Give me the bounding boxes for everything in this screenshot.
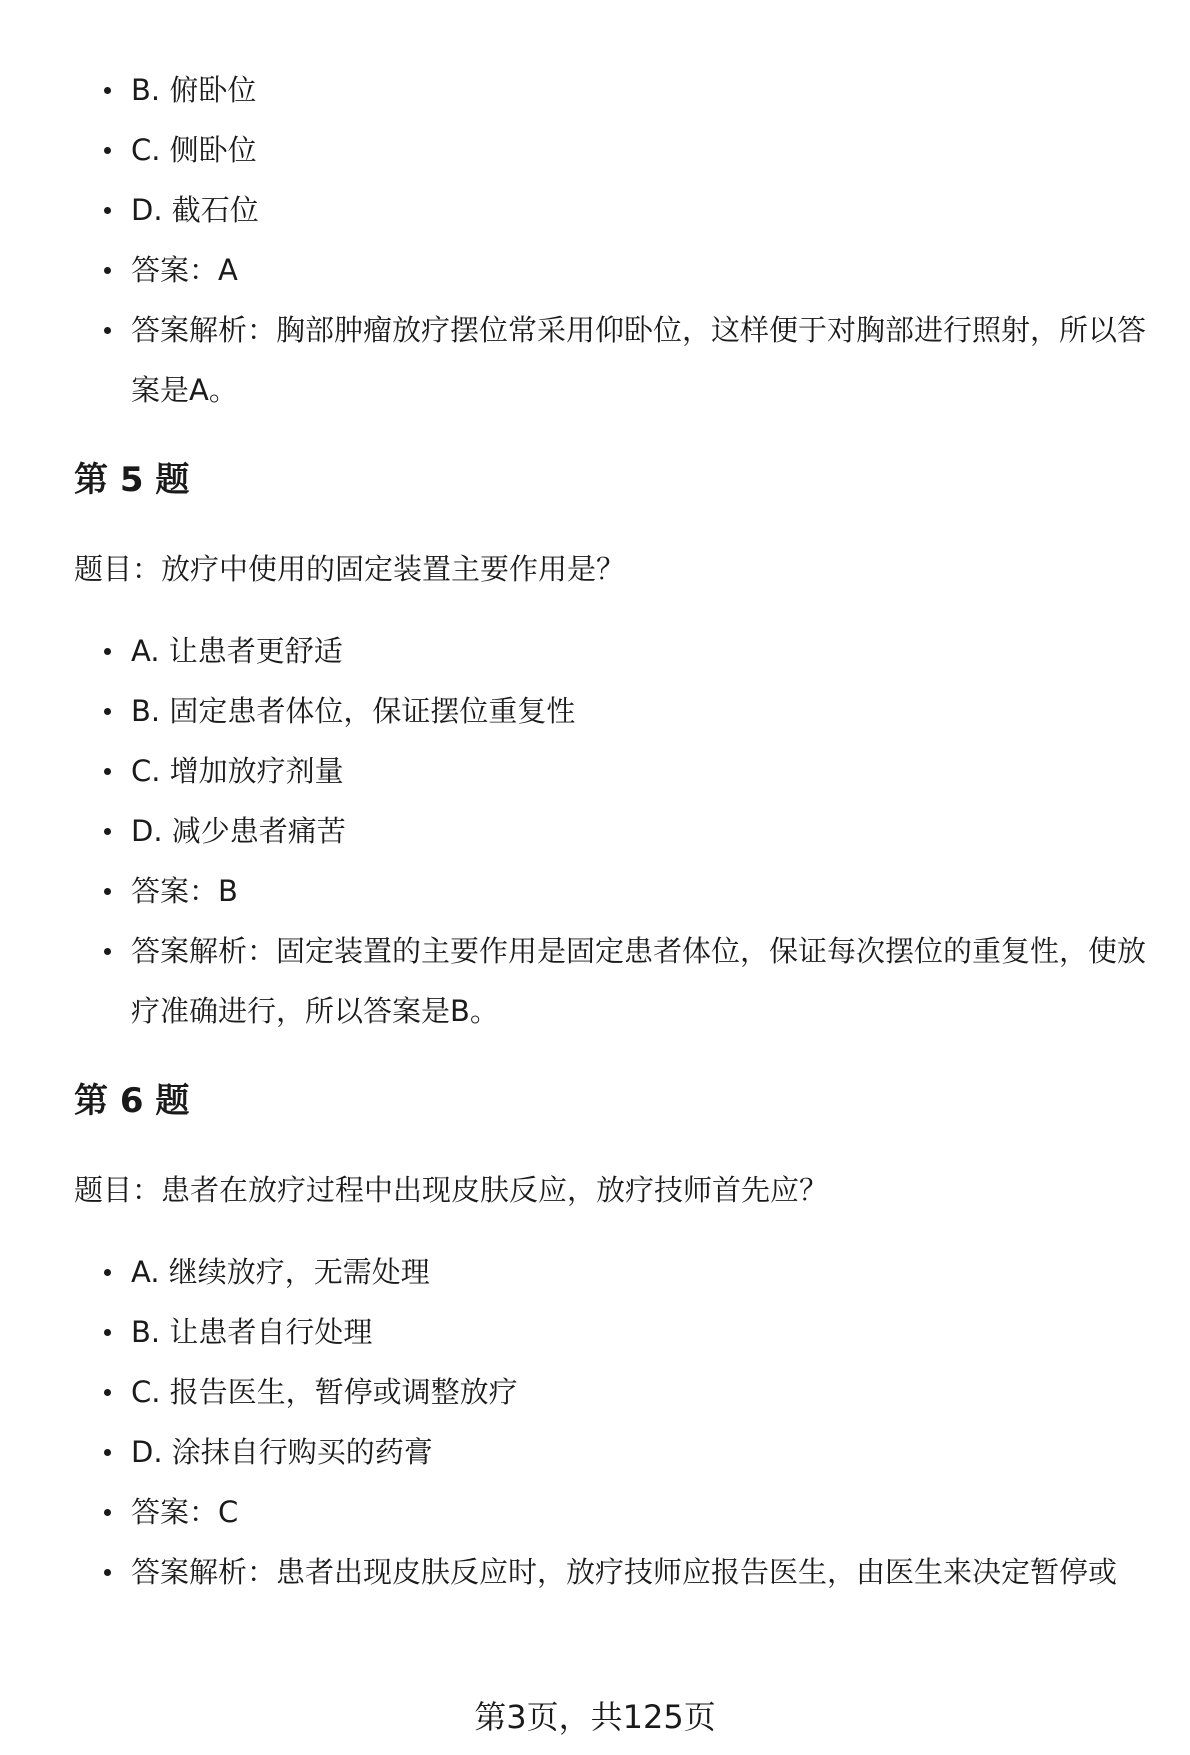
- list-item: D. 截石位: [74, 180, 1154, 240]
- explanation-item: 答案解析：固定装置的主要作用是固定患者体位，保证每次摆位的重复性，使放疗准确进行，所以答案是B。: [74, 921, 1154, 1041]
- list-item: A. 继续放疗，无需处理: [74, 1242, 1154, 1302]
- question-5-heading: 第 5 题: [74, 460, 190, 500]
- page-content: [74, 60, 1154, 1602]
- list-item: 答案：B: [74, 861, 1154, 921]
- list-item: B. 让患者自行处理: [74, 1302, 1154, 1362]
- list-item: 答案：C: [74, 1482, 1154, 1542]
- list-item: D. 减少患者痛苦: [74, 801, 1154, 861]
- list-item: B. 俯卧位: [74, 60, 1154, 120]
- list-item: A. 让患者更舒适: [74, 621, 1154, 681]
- list-item: 答案：A: [74, 240, 1154, 300]
- list-item: C. 报告医生，暂停或调整放疗: [74, 1362, 1154, 1422]
- question-6-stem: 题目：患者在放疗过程中出现皮肤反应，放疗技师首先应？: [74, 1173, 829, 1207]
- question-5-options: [74, 621, 1154, 1041]
- question-5-stem: 题目：放疗中使用的固定装置主要作用是？: [74, 552, 626, 586]
- explanation-item: 答案解析：患者出现皮肤反应时，放疗技师应报告医生，由医生来决定暂停或: [74, 1542, 1154, 1602]
- question-6-options: [74, 1242, 1154, 1602]
- question-6-heading: 第 6 题: [74, 1081, 190, 1121]
- list-item: C. 侧卧位: [74, 120, 1154, 180]
- list-item: B. 固定患者体位，保证摆位重复性: [74, 681, 1154, 741]
- list-item: C. 增加放疗剂量: [74, 741, 1154, 801]
- q4-options-continued: [74, 60, 1154, 420]
- explanation-item: 答案解析：胸部肿瘤放疗摆位常采用仰卧位，这样便于对胸部进行照射，所以答案是A。: [74, 300, 1154, 420]
- page-number-footer: 第3页，共125页: [474, 1698, 716, 1736]
- list-item: D. 涂抹自行购买的药膏: [74, 1422, 1154, 1482]
